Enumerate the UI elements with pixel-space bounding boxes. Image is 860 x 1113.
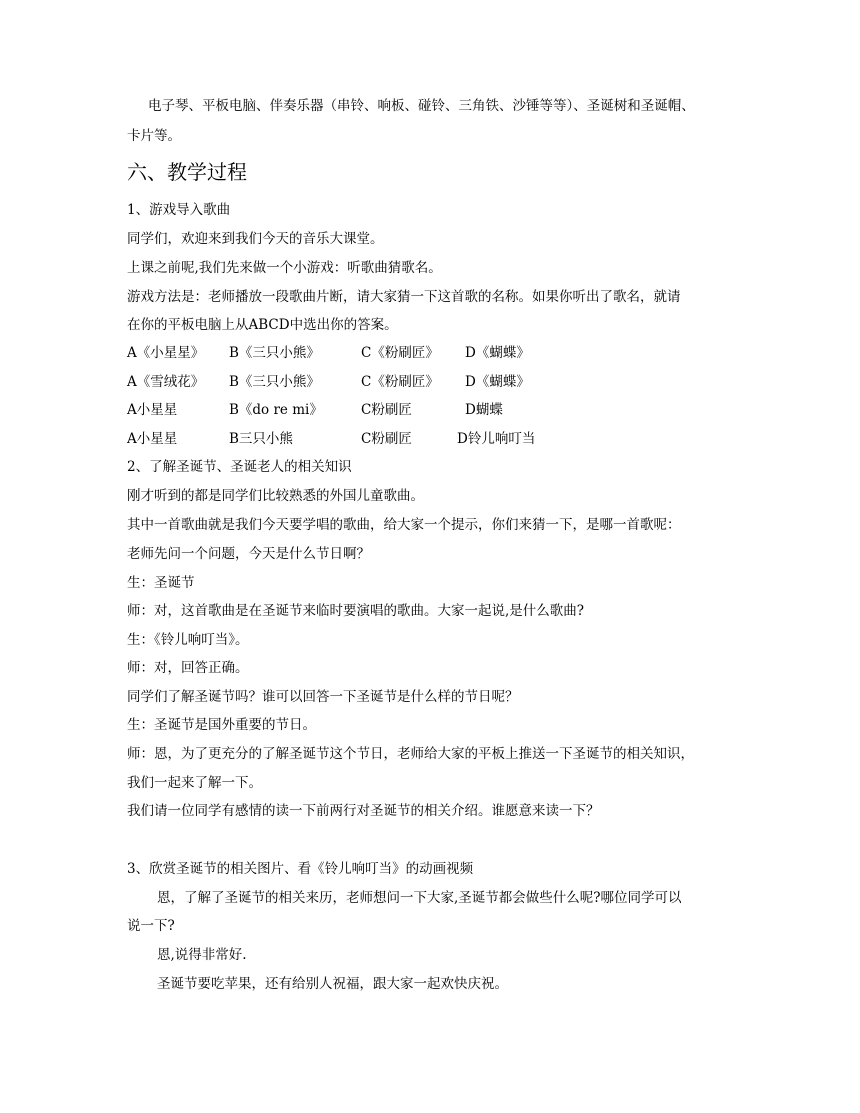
paragraph-line: 在你的平板电脑上从ABCD中选出你的答案。 xyxy=(127,317,398,333)
paragraph: 圣诞节要吃苹果，还有给别人祝福，跟大家一起欢快庆祝。 xyxy=(157,976,508,992)
option-d: D铃儿响叮当 xyxy=(457,431,536,447)
option-c: C粉刷匠 xyxy=(361,431,412,447)
paragraph: 恩,说得非常好. xyxy=(157,947,247,963)
option-c: C《粉刷匠》 xyxy=(361,374,439,390)
paragraph-line: 师：恩，为了更充分的了解圣诞节这个节日，老师给大家的平板上推送一下圣诞节的相关知识， xyxy=(127,746,694,762)
option-d: D《蝴蝶》 xyxy=(465,345,530,361)
option-b: B《三只小熊》 xyxy=(229,374,320,390)
paragraph: 生：圣诞节是国外重要的节日。 xyxy=(127,717,316,733)
paragraph: 上课之前呢,我们先来做一个小游戏：听歌曲猜歌名。 xyxy=(127,260,442,276)
paragraph-line: 恩，了解了圣诞节的相关来历，老师想问一下大家,圣诞节都会做些什么呢?哪位同学可以 xyxy=(157,890,682,906)
option-b: B三只小熊 xyxy=(229,431,293,447)
option-d: D蝴蝶 xyxy=(465,402,503,418)
option-row xyxy=(127,344,627,362)
paragraph: 同学们，欢迎来到我们今天的音乐大课堂。 xyxy=(127,231,384,247)
option-row xyxy=(127,430,627,448)
materials-text-line2: 卡片等。 xyxy=(127,128,181,144)
paragraph: 同学们了解圣诞节吗？谁可以回答一下圣诞节是什么样的节日呢？ xyxy=(127,689,519,705)
option-c: C《粉刷匠》 xyxy=(361,345,439,361)
option-a: A小星星 xyxy=(127,431,178,447)
section-title: 六、教学过程 xyxy=(127,160,247,184)
paragraph: 师：对，这首歌曲是在圣诞节来临时要演唱的歌曲。大家一起说,是什么歌曲? xyxy=(127,603,585,619)
option-b: B《三只小熊》 xyxy=(229,345,320,361)
paragraph: 生：圣诞节 xyxy=(127,575,195,591)
option-row xyxy=(127,373,627,391)
option-c: C粉刷匠 xyxy=(361,402,412,418)
paragraph-line: 游戏方法是：老师播放一段歌曲片断，请大家猜一下这首歌的名称。如果你听出了歌名，就请 xyxy=(127,289,681,305)
part3-title: 3、欣赏圣诞节的相关图片、看《铃儿响叮当》的动画视频 xyxy=(127,861,474,877)
option-d: D《蝴蝶》 xyxy=(465,374,530,390)
paragraph: 其中一首歌曲就是我们今天要学唱的歌曲，给大家一个提示，你们来猜一下，是哪一首歌呢： xyxy=(127,517,681,533)
paragraph: 刚才听到的都是同学们比较熟悉的外国儿童歌曲。 xyxy=(127,488,424,504)
paragraph-line: 我们一起来了解一下。 xyxy=(127,775,262,791)
option-row xyxy=(127,401,627,419)
option-a: A《雪绒花》 xyxy=(127,374,205,390)
paragraph-line: 说一下? xyxy=(127,918,175,934)
paragraph: 老师先问一个问题，今天是什么节日啊？ xyxy=(127,546,370,562)
option-a: A小星星 xyxy=(127,402,178,418)
option-b: B《do re mi》 xyxy=(229,402,323,418)
part2-title: 2、了解圣诞节、圣诞老人的相关知识 xyxy=(127,459,352,475)
paragraph: 生：《铃儿响叮当》。 xyxy=(127,632,249,648)
paragraph: 师：对，回答正确。 xyxy=(127,660,249,676)
option-a: A《小星星》 xyxy=(127,345,205,361)
paragraph: 我们请一位同学有感情的读一下前两行对圣诞节的相关介绍。谁愿意来读一下？ xyxy=(127,803,600,819)
part1-title: 1、游戏导入歌曲 xyxy=(127,202,231,218)
materials-text-line1: 电子琴、平板电脑、伴奏乐器（串铃、响板、碰铃、三角铁、沙锤等等）、圣诞树和圣诞帽、 xyxy=(148,98,695,114)
